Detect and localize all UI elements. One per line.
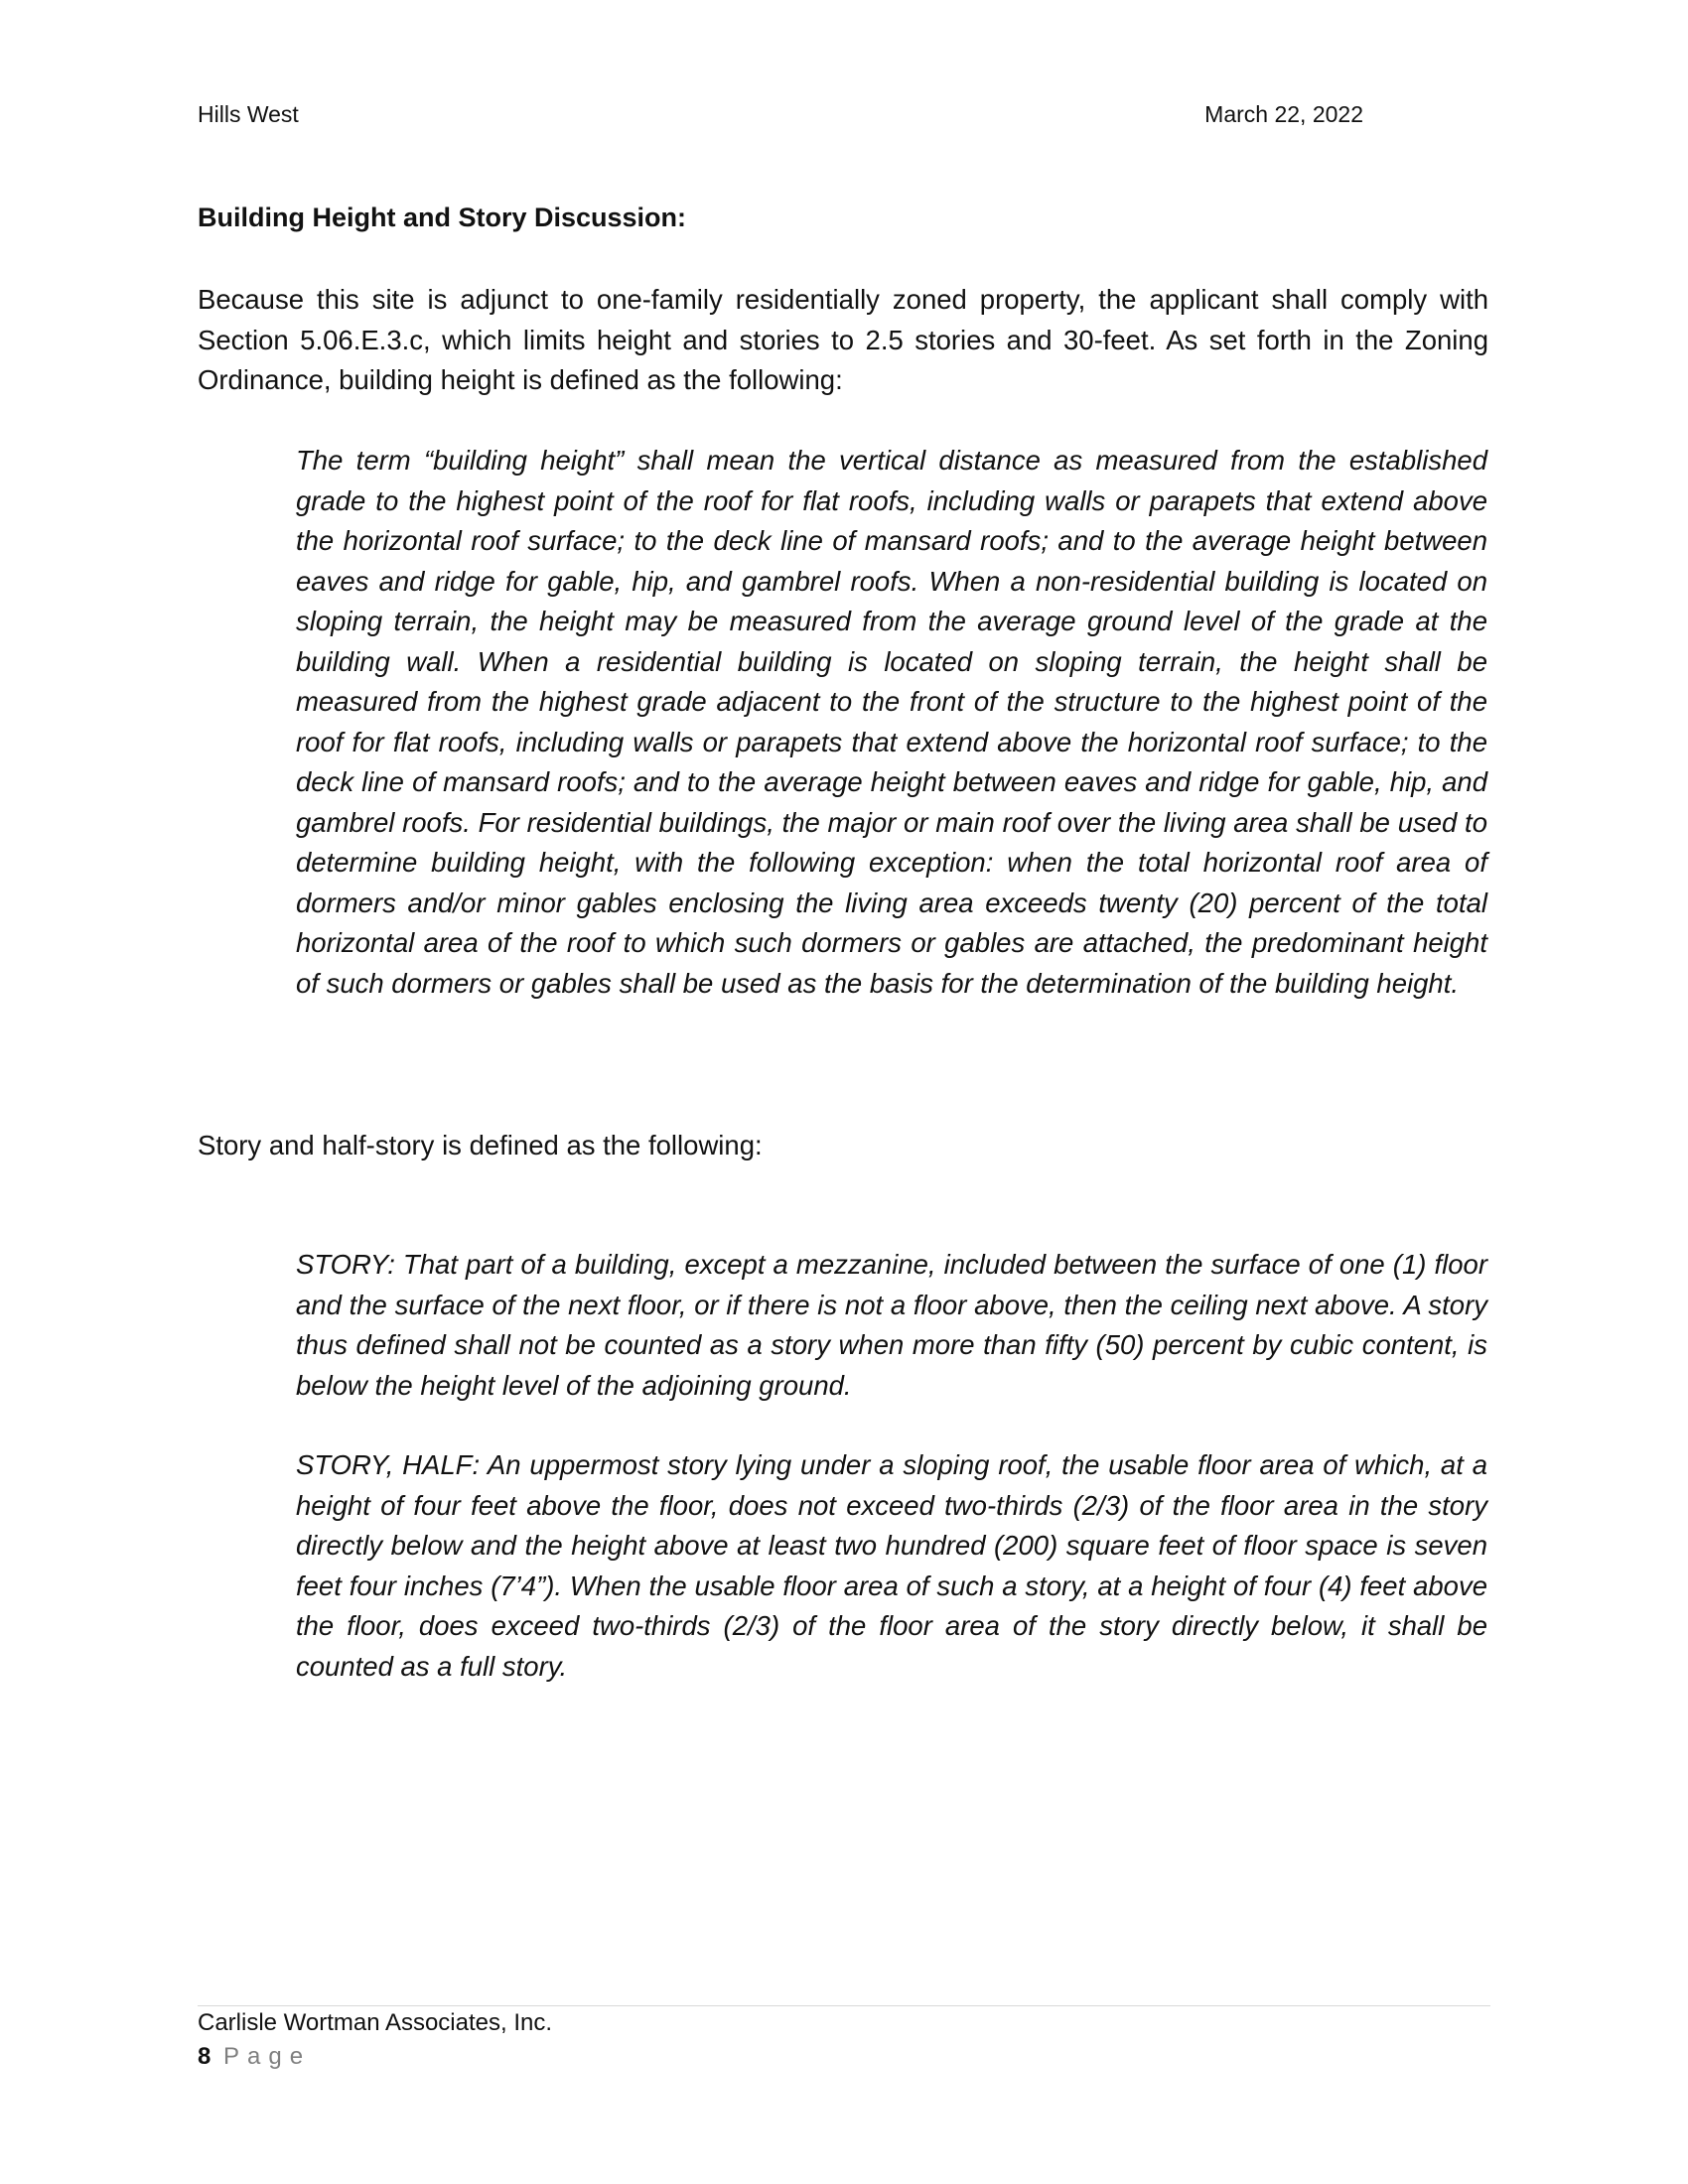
section-heading: Building Height and Story Discussion: xyxy=(198,203,687,232)
header-project-name: Hills West xyxy=(198,101,299,127)
footer-page-indicator xyxy=(198,2043,311,2071)
story-intro-paragraph: Story and half-story is defined as the following: xyxy=(198,1130,763,1160)
building-height-definition: The term “building height” shall mean the vertical distance as measured from the established grade to the highest point of the roof for flat roofs, including walls or parapets that extend above the horizontal roof surface; to the deck line of mansard roofs; and to the average height between eaves and ridge for gable, hip, and gambrel roofs. When a non-residential building is located on sloping terrain, the height may be measured from the average ground level of the grade at the building wall. When a residential building is located on sloping terrain, the height shall be measured from the highest grade adjacent to the front of the structure to the highest point of the roof for flat roofs, including walls or parapets that extend above the horizontal roof surface; to the deck line of mansard roofs; and to the average height between eaves and ridge for gable, hip, and gambrel roofs. For residential buildings, the major or main roof over the living area shall be used to determine building height, with the following exception: when the total horizontal roof area of dormers and/or minor gables enclosing the living area exceeds twenty (20) percent of the total horizontal area of the roof to which such dormers or gables are attached, the predominant height of such dormers or gables shall be used as the basis for the determination of the building height. xyxy=(296,445,1487,999)
footer-divider xyxy=(198,2005,1490,2006)
intro-paragraph: Because this site is adjunct to one-family residentially zoned property, the applicant shall comply with Section 5.06.E.3.c, which limits height and stories to 2.5 stories and 30-feet. As set forth in the Zoning Ordinance, building height is defined as the following: xyxy=(198,284,1488,395)
page-number: 8 xyxy=(198,2043,211,2070)
story-definition: STORY: That part of a building, except a mezzanine, included between the surface of one (1) floor and the surface of the next floor, or if there is not a floor above, then the ceiling next above. A story thus defined shall not be counted as a story when more than fifty (50) percent by cubic content, is below the height level of the adjoining ground. xyxy=(296,1249,1487,1401)
page-header xyxy=(198,101,1363,128)
half-story-definition: STORY, HALF: An uppermost story lying under a sloping roof, the usable floor area of which, at a height of four feet above the floor, does not exceed two-thirds (2/3) of the floor area in the story directly below and the height above at least two hundred (200) square feet of floor space is seven feet four inches (7’4”). When the usable floor area of such a story, at a height of four (4) feet above the floor, does exceed two-thirds (2/3) of the floor area of the story directly below, it shall be counted as a full story. xyxy=(296,1449,1487,1682)
page-label: Page xyxy=(223,2043,312,2070)
footer-company: Carlisle Wortman Associates, Inc. xyxy=(198,2009,553,2036)
header-date: March 22, 2022 xyxy=(1204,101,1363,127)
